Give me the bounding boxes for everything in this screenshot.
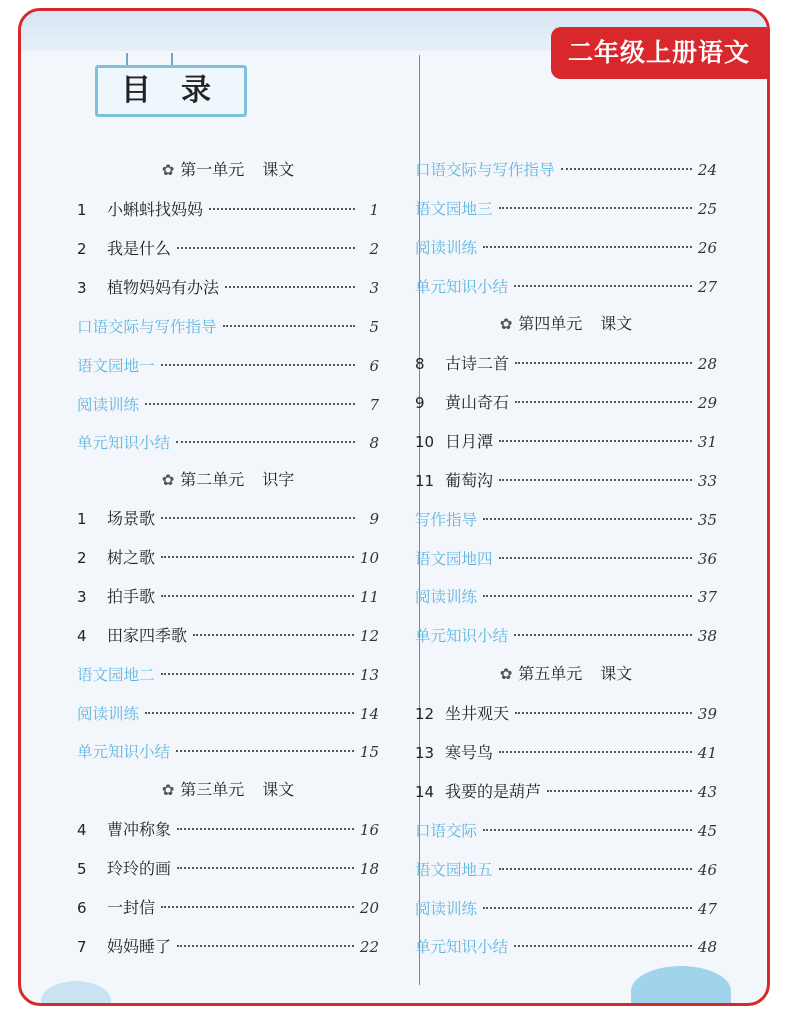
page-title: 目录 <box>95 65 247 117</box>
lesson-number: 3 <box>77 587 87 606</box>
page-number: 24 <box>697 161 717 179</box>
unit-kind: 课文 <box>600 664 633 683</box>
dot-leader <box>483 907 692 909</box>
entry-title: 曹冲称象 <box>107 820 172 839</box>
dot-leader <box>177 867 354 869</box>
dot-leader <box>145 712 354 714</box>
toc-entry[interactable] <box>415 234 717 262</box>
dot-leader <box>193 634 354 636</box>
toc-entry[interactable] <box>77 661 379 689</box>
page-number: 8 <box>369 434 379 453</box>
unit-title: 第二单元 <box>180 470 245 489</box>
page-number: 39 <box>697 705 717 723</box>
page-number: 31 <box>697 432 717 451</box>
toc-entry[interactable] <box>415 622 717 650</box>
clover-icon: ✿ <box>161 781 175 799</box>
entry-title: 日月潭 <box>445 431 494 451</box>
toc-entry[interactable] <box>415 856 717 884</box>
entry-title: 语文园地四 <box>415 549 493 568</box>
dot-leader <box>161 556 354 558</box>
lesson-number: 7 <box>77 937 87 956</box>
entry-title: 阅读训练 <box>77 704 140 723</box>
lesson-number: 14 <box>415 782 435 801</box>
dot-leader <box>161 906 354 908</box>
dot-leader <box>547 790 692 792</box>
toc-entry[interactable] <box>77 196 379 224</box>
page-number: 11 <box>359 587 379 606</box>
dot-leader <box>515 362 692 364</box>
entry-title: 口语交际 <box>415 821 478 840</box>
clover-icon: ✿ <box>161 161 175 179</box>
dot-leader <box>515 712 692 714</box>
decoration-cloud-left <box>41 981 111 1006</box>
entry-title: 一封信 <box>107 897 156 917</box>
entry-title: 坐井观天 <box>445 704 510 723</box>
unit-heading <box>415 309 717 339</box>
dot-leader <box>145 403 355 405</box>
entry-title: 口语交际与写作指导 <box>77 317 217 336</box>
toc-entry[interactable] <box>415 350 717 378</box>
toc-entry[interactable] <box>77 894 379 922</box>
toc-entry[interactable] <box>77 235 379 263</box>
unit-heading <box>77 155 379 185</box>
dot-leader <box>514 634 692 636</box>
entry-title: 单元知识小结 <box>77 743 171 762</box>
dot-leader <box>515 401 692 403</box>
dot-leader <box>499 479 692 481</box>
entry-title: 阅读训练 <box>415 588 478 607</box>
toc-entry[interactable] <box>415 389 717 417</box>
dot-leader <box>161 595 354 597</box>
dot-leader <box>176 441 355 443</box>
unit-kind: 课文 <box>262 780 295 799</box>
dot-leader <box>514 285 692 287</box>
page-number: 48 <box>697 938 717 957</box>
page-number: 2 <box>369 239 379 258</box>
dot-leader <box>499 751 692 753</box>
entry-title: 玲玲的画 <box>107 858 172 878</box>
page-number: 12 <box>359 626 379 645</box>
lesson-number: 1 <box>77 201 87 219</box>
toc-entry[interactable] <box>77 429 379 457</box>
toc-entry[interactable] <box>77 391 379 419</box>
lesson-number: 6 <box>77 898 87 917</box>
dot-leader <box>225 286 355 288</box>
dot-leader <box>483 595 692 597</box>
page-number: 14 <box>359 704 379 723</box>
unit-title: 第一单元 <box>180 160 245 179</box>
entry-title: 单元知识小结 <box>415 627 509 646</box>
page-number: 27 <box>697 277 717 296</box>
dot-leader <box>176 750 354 752</box>
toc-entry[interactable] <box>77 505 379 533</box>
grade-badge: 二年级上册语文 <box>551 27 767 79</box>
unit-kind: 课文 <box>262 160 295 179</box>
toc-entry[interactable] <box>415 273 717 301</box>
dot-leader <box>499 557 692 559</box>
entry-title: 黄山奇石 <box>445 392 510 412</box>
page-number: 5 <box>369 317 379 336</box>
lesson-number: 2 <box>77 239 87 258</box>
toc-entry[interactable] <box>415 545 717 573</box>
entry-title: 单元知识小结 <box>415 938 509 957</box>
toc-entry[interactable] <box>415 467 717 495</box>
page-number: 6 <box>369 356 379 375</box>
page-number: 25 <box>697 199 717 218</box>
unit-title: 第四单元 <box>518 314 583 333</box>
page-number: 15 <box>359 743 379 762</box>
toc-entry[interactable] <box>77 352 379 380</box>
dot-leader <box>223 325 355 327</box>
dot-leader <box>483 246 692 248</box>
dot-leader <box>499 440 692 442</box>
toc-entry[interactable] <box>77 583 379 611</box>
toc-entry[interactable] <box>415 506 717 534</box>
page-number: 22 <box>359 937 379 956</box>
lesson-number: 5 <box>77 859 87 878</box>
lesson-number: 13 <box>415 743 435 762</box>
dot-leader <box>161 364 355 366</box>
entry-title: 场景歌 <box>107 509 156 528</box>
entry-title: 古诗二首 <box>445 354 510 373</box>
toc-entry[interactable] <box>415 156 717 184</box>
dot-leader <box>177 945 354 947</box>
unit-kind: 课文 <box>600 314 633 333</box>
entry-title: 妈妈睡了 <box>107 936 172 956</box>
page-number: 35 <box>697 510 717 529</box>
clover-icon: ✿ <box>499 315 513 333</box>
entry-title: 葡萄沟 <box>445 470 494 490</box>
page-number: 3 <box>369 278 379 297</box>
page-number: 9 <box>369 510 379 528</box>
entry-title: 田家四季歌 <box>107 625 188 645</box>
clover-icon: ✿ <box>161 471 175 489</box>
page-number: 37 <box>697 588 717 607</box>
page-number: 1 <box>369 201 379 219</box>
page-number: 10 <box>359 548 379 567</box>
dot-leader <box>514 945 692 947</box>
page-number: 46 <box>697 860 717 879</box>
toc-entry[interactable] <box>77 274 379 302</box>
toc-entry[interactable] <box>415 817 717 845</box>
toc-entry[interactable] <box>415 700 717 728</box>
unit-heading <box>415 659 717 689</box>
dot-leader <box>161 517 355 519</box>
unit-kind: 识字 <box>262 470 295 489</box>
lesson-number: 2 <box>77 548 87 567</box>
entry-title: 阅读训练 <box>415 238 478 257</box>
toc-entry[interactable] <box>415 895 717 923</box>
page-number: 38 <box>697 627 717 646</box>
page-frame <box>18 8 770 1006</box>
page-number: 45 <box>697 821 717 840</box>
entry-title: 写作指导 <box>415 510 478 529</box>
unit-title: 第三单元 <box>180 780 245 799</box>
page-number: 41 <box>697 743 717 762</box>
toc-entry[interactable] <box>77 816 379 844</box>
dot-leader <box>483 518 692 520</box>
entry-title: 我要的是葫芦 <box>445 781 542 801</box>
toc-entry[interactable] <box>415 933 717 961</box>
lesson-number: 4 <box>77 821 87 839</box>
dot-leader <box>177 828 354 830</box>
page-number: 43 <box>697 782 717 801</box>
entry-title: 语文园地一 <box>77 356 155 375</box>
lesson-number: 3 <box>77 278 87 297</box>
page-number: 33 <box>697 471 717 490</box>
entry-title: 单元知识小结 <box>415 277 509 296</box>
toc-entry[interactable] <box>77 313 379 341</box>
toc-entry[interactable] <box>415 583 717 611</box>
dot-leader <box>499 868 692 870</box>
toc-entry[interactable] <box>77 855 379 883</box>
toc-entry[interactable] <box>415 195 717 223</box>
page-number: 7 <box>369 395 379 414</box>
toc-entry[interactable] <box>77 738 379 766</box>
page-number: 20 <box>359 898 379 917</box>
dot-leader <box>499 207 692 209</box>
unit-heading <box>77 465 379 495</box>
lesson-number: 10 <box>415 432 435 451</box>
lesson-number: 8 <box>415 355 425 373</box>
entry-title: 口语交际与写作指导 <box>415 161 555 179</box>
dot-leader <box>483 829 692 831</box>
toc-entry[interactable] <box>77 933 379 961</box>
lesson-number: 9 <box>415 393 425 412</box>
clover-icon: ✿ <box>499 665 513 683</box>
dot-leader <box>177 247 355 249</box>
entry-title: 树之歌 <box>107 547 156 567</box>
entry-title: 拍手歌 <box>107 586 156 606</box>
page-number: 28 <box>697 355 717 373</box>
entry-title: 寒号鸟 <box>445 742 494 762</box>
toc-entry[interactable] <box>415 739 717 767</box>
entry-title: 单元知识小结 <box>77 434 171 453</box>
lesson-number: 4 <box>77 626 87 645</box>
unit-heading <box>77 775 379 805</box>
page-number: 16 <box>359 821 379 839</box>
entry-title: 语文园地五 <box>415 860 493 879</box>
toc-entry[interactable] <box>77 544 379 572</box>
entry-title: 阅读训练 <box>77 395 140 414</box>
page-number: 13 <box>359 665 379 684</box>
page-number: 47 <box>697 899 717 918</box>
entry-title: 语文园地三 <box>415 199 493 218</box>
entry-title: 植物妈妈有办法 <box>107 277 220 297</box>
toc-entry[interactable] <box>415 778 717 806</box>
lesson-number: 12 <box>415 705 435 723</box>
unit-title: 第五单元 <box>518 664 583 683</box>
toc-entry[interactable] <box>77 622 379 650</box>
page-number: 29 <box>697 393 717 412</box>
dot-leader <box>161 673 354 675</box>
page-number: 26 <box>697 238 717 257</box>
toc-entry[interactable] <box>77 700 379 728</box>
lesson-number: 11 <box>415 471 435 490</box>
entry-title: 阅读训练 <box>415 899 478 918</box>
decoration-cloud <box>631 966 731 1006</box>
page-number: 18 <box>359 859 379 878</box>
entry-title: 小蝌蚪找妈妈 <box>107 200 204 219</box>
entry-title: 我是什么 <box>107 238 172 258</box>
lesson-number: 1 <box>77 510 87 528</box>
entry-title: 语文园地二 <box>77 665 155 684</box>
dot-leader <box>561 168 692 170</box>
page-number: 36 <box>697 549 717 568</box>
toc-entry[interactable] <box>415 428 717 456</box>
dot-leader <box>209 208 355 210</box>
